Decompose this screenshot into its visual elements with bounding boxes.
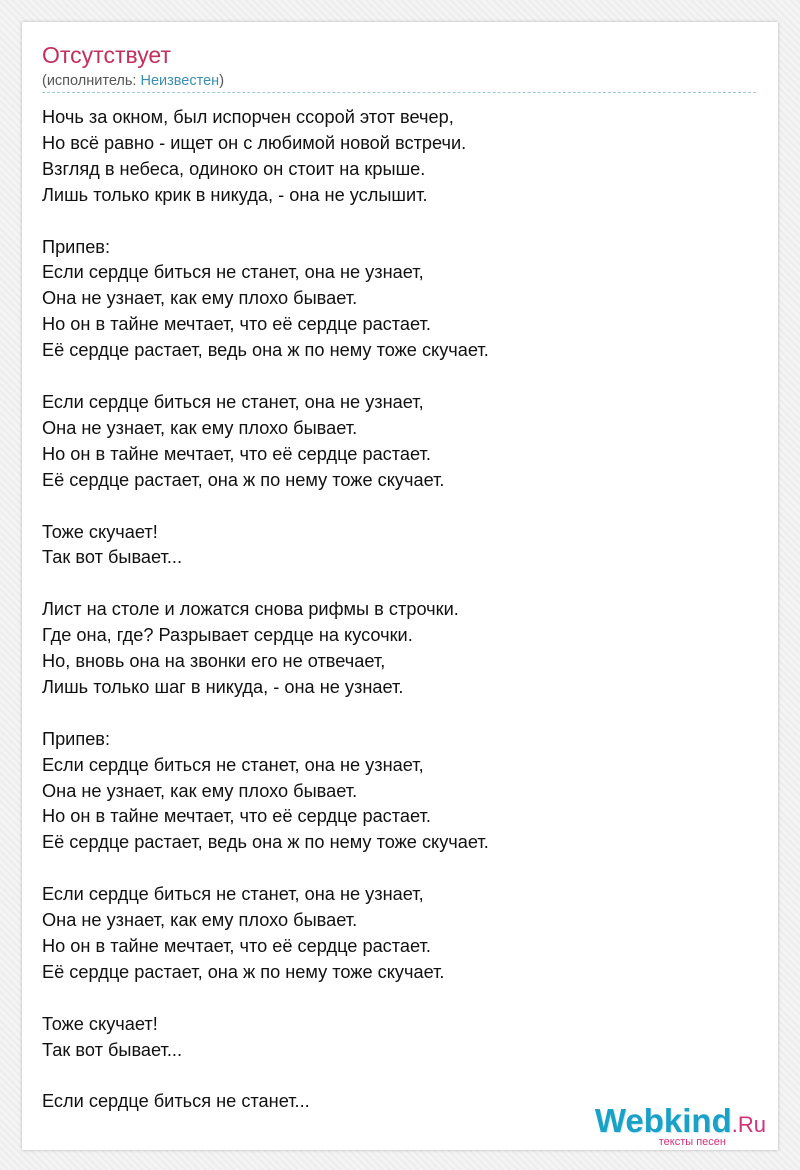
site-logo[interactable] [582, 1102, 772, 1148]
artist-prefix: (исполнитель: [42, 73, 141, 89]
artist-line [42, 73, 224, 89]
lyrics-card [22, 22, 778, 1150]
logo-tld: .Ru [731, 1112, 766, 1137]
logo-brand: Webkind [594, 1102, 732, 1139]
song-title: Отсутствует [42, 42, 171, 68]
dashed-divider [42, 92, 756, 93]
lyrics-text: Ночь за окном, был испорчен ссорой этот вечер, Но всё равно - ищет он с любимой новой встречи. Взгляд в небеса, одиноко он стоит на крыше. Лишь только крик в никуда, - она не услышит. Припев: Если сердце биться не станет, она не узнает, Она не узнает, как ему плохо бывает. Но он в тайне мечтает, что её сердце растает. Её сердце растает, ведь она ж по нему тоже скучает. Если сердце биться не станет, она не узнает, Она не узнает, как ему плохо бывает. Но он в тайне мечтает, что её сердце растает. Её сердце растает, она ж по нему тоже скучает. Тоже скучает! Так вот бывает... Лист на столе и ложатся снова рифмы в строчки. Где она, где? Разрывает сердце на кусочки. Но, вновь она на звонки его не отвечает, Лишь только шаг в никуда, - она не узнает. Припев: Если сердце биться не станет, она не узнает, Она не узнает, как ему плохо бывает. Но он в тайне мечтает, что её сердце растает. Её сердце растает, ведь она ж по нему тоже скучает. Если сердце биться не станет, она не узнает, Она не узнает, как ему плохо бывает. Но он в тайне мечтает, что её сердце растает. Её сердце растает, она ж по нему тоже скучает. Тоже скучает! Так вот бывает... Если сердце биться не станет... [42, 107, 489, 1112]
artist-link[interactable]: Неизвестен [140, 73, 220, 89]
logo-tagline: тексты песен [658, 1136, 726, 1148]
artist-suffix: ) [219, 73, 225, 89]
